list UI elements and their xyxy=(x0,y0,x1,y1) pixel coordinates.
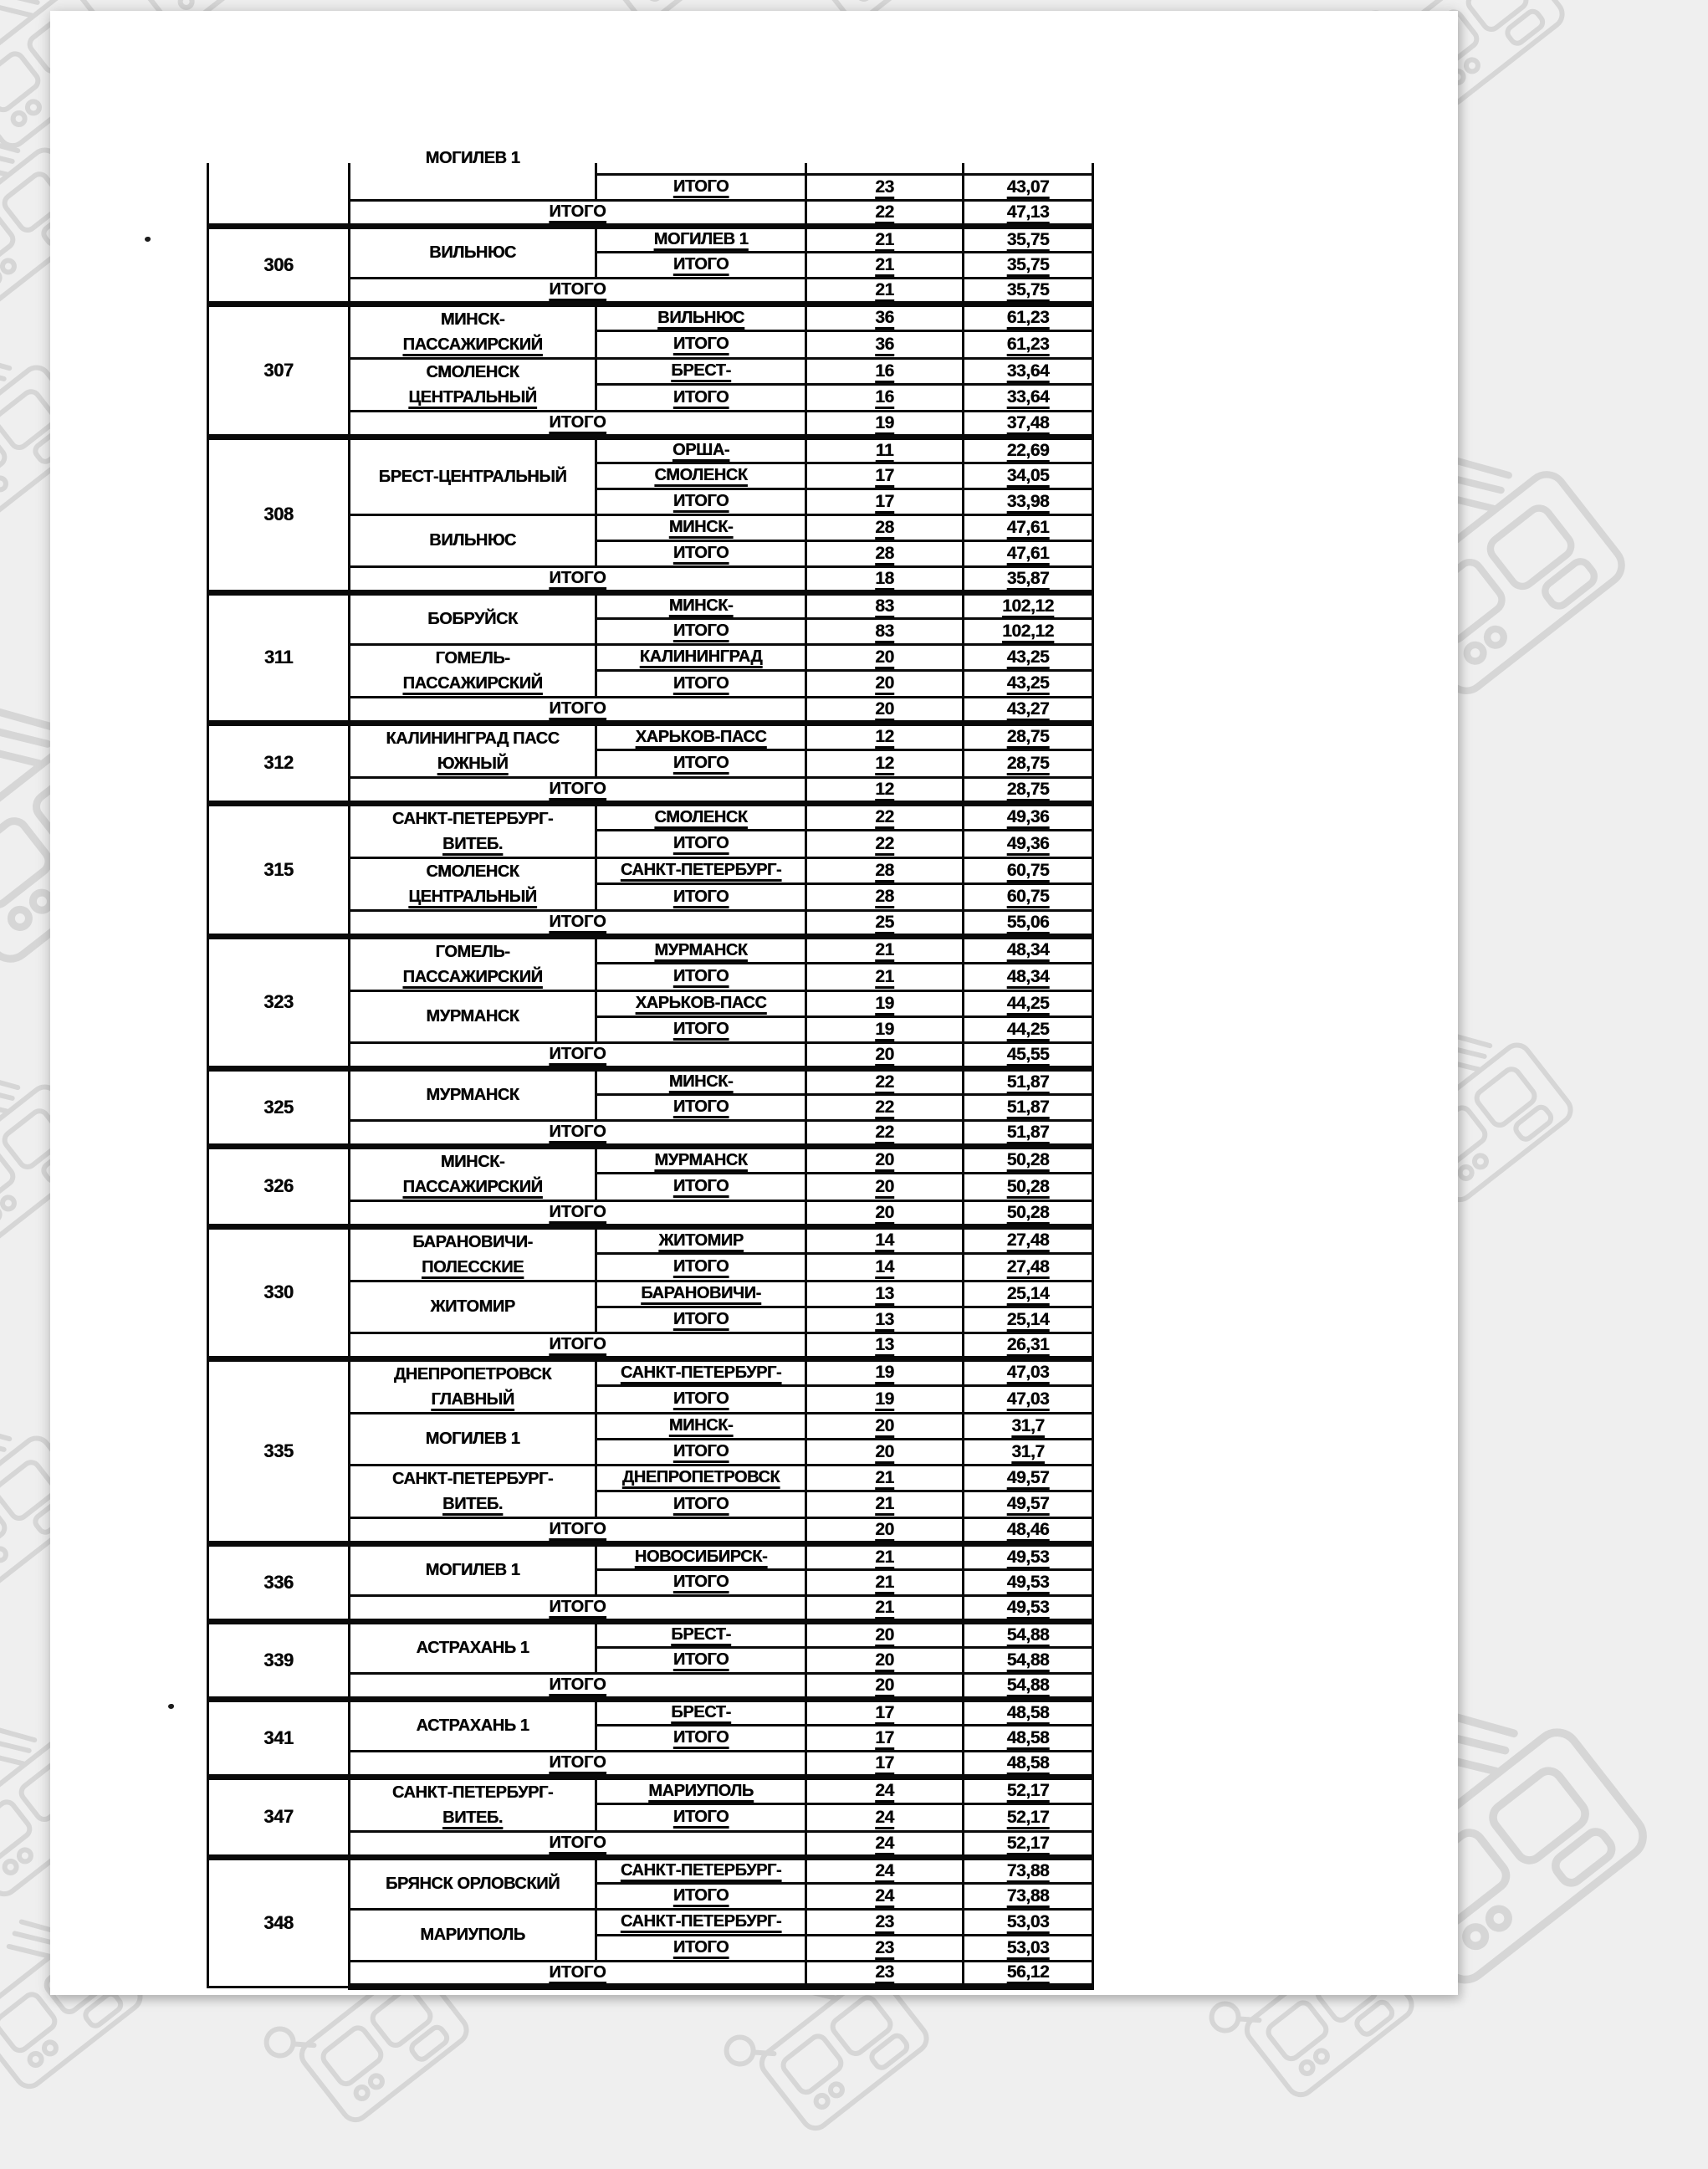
destination-cell: ИТОГО xyxy=(596,884,806,911)
value-cell: 54,88 xyxy=(964,1647,1093,1673)
count-cell: 24 xyxy=(806,1777,964,1804)
destination-cell: ИТОГО xyxy=(596,174,806,200)
count-cell: 28 xyxy=(806,540,964,566)
value-cell: 33,98 xyxy=(964,489,1093,514)
value-cell: 35,75 xyxy=(964,252,1093,278)
block-total-value-cell: 28,75 xyxy=(964,777,1093,803)
destination-cell: ИТОГО xyxy=(596,964,806,991)
count-cell: 24 xyxy=(806,1857,964,1883)
value-cell: 49,57 xyxy=(964,1491,1093,1518)
count-cell: 17 xyxy=(806,1699,964,1725)
value-cell: 50,28 xyxy=(964,1146,1093,1174)
count-cell: 20 xyxy=(806,644,964,671)
destination-cell: КАЛИНИНГРАД xyxy=(596,644,806,671)
destination-cell: ИТОГО xyxy=(596,1016,806,1042)
destination-cell: ИТОГО xyxy=(596,1883,806,1909)
value-cell: 28,75 xyxy=(964,723,1093,750)
count-cell: 21 xyxy=(806,226,964,252)
block-total-value-cell: 50,28 xyxy=(964,1200,1093,1226)
block-total-count-cell: 20 xyxy=(806,1673,964,1699)
station-cell: СМОЛЕНСК ЦЕНТРАЛЬНЫЙ xyxy=(350,358,596,411)
destination-cell: МУРМАНСК xyxy=(596,936,806,964)
count-cell: 14 xyxy=(806,1226,964,1254)
block-total-label-cell: ИТОГО xyxy=(350,411,806,437)
value-cell: 48,58 xyxy=(964,1699,1093,1725)
value-cell: 53,03 xyxy=(964,1935,1093,1961)
value-cell: 31,7 xyxy=(964,1439,1093,1465)
block-total-label-cell: ИТОГО xyxy=(350,910,806,936)
value-cell: 60,75 xyxy=(964,857,1093,884)
count-cell: 24 xyxy=(806,1804,964,1832)
count-cell: 28 xyxy=(806,514,964,540)
destination-cell: БРЕСТ- xyxy=(596,1699,806,1725)
train-number-cell: 348 xyxy=(208,1857,350,1987)
destination-cell: МУРМАНСК xyxy=(596,1146,806,1174)
value-cell: 73,88 xyxy=(964,1883,1093,1909)
block-total-value-cell: 49,53 xyxy=(964,1595,1093,1621)
count-cell: 16 xyxy=(806,385,964,412)
schedule-table xyxy=(207,149,1094,1990)
block-total-label-cell: ИТОГО xyxy=(350,1120,806,1146)
value-cell: 73,88 xyxy=(964,1857,1093,1883)
destination-cell: ДНЕПРОПЕТРОВСК xyxy=(596,1465,806,1491)
destination-cell: ХАРЬКОВ-ПАСС xyxy=(596,723,806,750)
value-cell: 25,14 xyxy=(964,1307,1093,1333)
value-cell: 43,25 xyxy=(964,644,1093,671)
value-cell: 28,75 xyxy=(964,750,1093,778)
station-cell: МОГИЛЕВ 1 xyxy=(350,1413,596,1465)
train-number-cell: 325 xyxy=(208,1068,350,1146)
count-cell xyxy=(806,163,964,174)
count-cell: 23 xyxy=(806,1935,964,1961)
station-cell: САНКТ-ПЕТЕРБУРГ- ВИТЕБ. xyxy=(350,1777,596,1831)
train-number-cell: 336 xyxy=(208,1543,350,1621)
block-total-count-cell: 20 xyxy=(806,1042,964,1068)
count-cell: 23 xyxy=(806,174,964,200)
destination-cell: ЖИТОМИР xyxy=(596,1226,806,1254)
destination-cell: БАРАНОВИЧИ- xyxy=(596,1281,806,1307)
count-cell: 14 xyxy=(806,1254,964,1281)
station-cell: МАРИУПОЛЬ xyxy=(350,1909,596,1961)
destination-cell: ИТОГО xyxy=(596,252,806,278)
station-cell: САНКТ-ПЕТЕРБУРГ- ВИТЕБ. xyxy=(350,1465,596,1517)
block-total-count-cell: 20 xyxy=(806,697,964,723)
block-total-count-cell: 22 xyxy=(806,1120,964,1146)
block-total-label-cell: ИТОГО xyxy=(350,1042,806,1068)
block-total-label-cell: ИТОГО xyxy=(350,1595,806,1621)
count-cell: 16 xyxy=(806,358,964,385)
value-cell: 47,61 xyxy=(964,514,1093,540)
block-total-value-cell: 56,12 xyxy=(964,1961,1093,1987)
block-total-count-cell: 21 xyxy=(806,278,964,304)
station-cell: ВИЛЬНЮС xyxy=(350,514,596,566)
value-cell: 33,64 xyxy=(964,358,1093,385)
destination-cell: ИТОГО xyxy=(596,1935,806,1961)
count-cell: 20 xyxy=(806,1621,964,1647)
value-cell xyxy=(964,163,1093,174)
count-cell: 21 xyxy=(806,1491,964,1518)
count-cell: 22 xyxy=(806,831,964,858)
value-cell: 43,07 xyxy=(964,174,1093,200)
destination-cell: МАРИУПОЛЬ xyxy=(596,1777,806,1804)
destination-cell: БРЕСТ- xyxy=(596,358,806,385)
count-cell: 83 xyxy=(806,592,964,618)
station-cell: МИНСК- ПАССАЖИРСКИЙ xyxy=(350,304,596,358)
station-cell: ВИЛЬНЮС xyxy=(350,226,596,278)
destination-cell: САНКТ-ПЕТЕРБУРГ- xyxy=(596,1857,806,1883)
block-total-count-cell: 18 xyxy=(806,566,964,592)
block-total-label-cell: ИТОГО xyxy=(350,566,806,592)
destination-cell: САНКТ-ПЕТЕРБУРГ- xyxy=(596,1358,806,1386)
value-cell: 48,34 xyxy=(964,936,1093,964)
train-number-cell: 341 xyxy=(208,1699,350,1777)
destination-cell: ИТОГО xyxy=(596,831,806,858)
station-cell: СМОЛЕНСК ЦЕНТРАЛЬНЫЙ xyxy=(350,857,596,910)
count-cell: 22 xyxy=(806,1094,964,1120)
block-total-label-cell: ИТОГО xyxy=(350,1831,806,1857)
station-cell: МОГИЛЕВ 1 xyxy=(350,1543,596,1595)
count-cell: 28 xyxy=(806,884,964,911)
block-total-count-cell: 23 xyxy=(806,1961,964,1987)
train-number-cell: 306 xyxy=(208,226,350,304)
value-cell: 22,69 xyxy=(964,437,1093,463)
count-cell: 83 xyxy=(806,618,964,644)
value-cell: 54,88 xyxy=(964,1621,1093,1647)
destination-cell: ИТОГО xyxy=(596,750,806,778)
value-cell: 48,34 xyxy=(964,964,1093,991)
block-total-label-cell: ИТОГО xyxy=(350,278,806,304)
count-cell: 19 xyxy=(806,1016,964,1042)
count-cell: 21 xyxy=(806,252,964,278)
block-total-label-cell: ИТОГО xyxy=(350,1751,806,1777)
destination-cell: НОВОСИБИРСК- xyxy=(596,1543,806,1569)
station-cell: МУРМАНСК xyxy=(350,1068,596,1120)
value-cell: 27,48 xyxy=(964,1254,1093,1281)
destination-cell: ИТОГО xyxy=(596,1439,806,1465)
count-cell: 17 xyxy=(806,463,964,489)
station-cell: МУРМАНСК xyxy=(350,990,596,1042)
count-cell: 21 xyxy=(806,936,964,964)
value-cell: 49,36 xyxy=(964,803,1093,831)
destination-cell: ИТОГО xyxy=(596,1254,806,1281)
station-cell: АСТРАХАНЬ 1 xyxy=(350,1621,596,1673)
train-number-cell xyxy=(208,163,350,226)
destination-cell: ИТОГО xyxy=(596,331,806,359)
station-cell: ГОМЕЛЬ- ПАССАЖИРСКИЙ xyxy=(350,936,596,990)
value-cell: 47,03 xyxy=(964,1386,1093,1414)
count-cell: 20 xyxy=(806,1413,964,1439)
value-cell: 48,58 xyxy=(964,1725,1093,1751)
count-cell: 22 xyxy=(806,1068,964,1094)
value-cell: 47,03 xyxy=(964,1358,1093,1386)
station-cell: ЖИТОМИР xyxy=(350,1281,596,1333)
count-cell: 20 xyxy=(806,671,964,698)
value-cell: 43,25 xyxy=(964,671,1093,698)
train-number-cell: 308 xyxy=(208,437,350,592)
station-cell: КАЛИНИНГРАД ПАСС ЮЖНЫЙ xyxy=(350,723,596,777)
block-total-value-cell: 48,46 xyxy=(964,1517,1093,1543)
block-total-count-cell: 13 xyxy=(806,1333,964,1358)
destination-cell: ИТОГО xyxy=(596,1647,806,1673)
block-total-value-cell: 37,48 xyxy=(964,411,1093,437)
block-total-label-cell: ИТОГО xyxy=(350,697,806,723)
block-total-label-cell: ИТОГО xyxy=(350,1517,806,1543)
value-cell: 35,75 xyxy=(964,226,1093,252)
block-total-label-cell: ИТОГО xyxy=(350,1961,806,1987)
count-cell: 22 xyxy=(806,803,964,831)
train-number-cell: 335 xyxy=(208,1358,350,1543)
train-number-cell: 347 xyxy=(208,1777,350,1857)
train-number-cell: 330 xyxy=(208,1226,350,1358)
train-number-cell: 311 xyxy=(208,592,350,723)
value-cell: 44,25 xyxy=(964,1016,1093,1042)
value-cell: 53,03 xyxy=(964,1909,1093,1935)
station-cell: АСТРАХАНЬ 1 xyxy=(350,1699,596,1751)
destination-cell: САНКТ-ПЕТЕРБУРГ- xyxy=(596,857,806,884)
value-cell: 52,17 xyxy=(964,1804,1093,1832)
count-cell: 36 xyxy=(806,304,964,331)
value-cell: 49,53 xyxy=(964,1543,1093,1569)
block-total-count-cell: 20 xyxy=(806,1517,964,1543)
scan-artifact-dot xyxy=(145,237,151,242)
block-total-value-cell: 35,75 xyxy=(964,278,1093,304)
count-cell: 20 xyxy=(806,1174,964,1201)
station-cell: ГОМЕЛЬ- ПАССАЖИРСКИЙ xyxy=(350,644,596,697)
destination-cell: ИТОГО xyxy=(596,618,806,644)
destination-cell: СМОЛЕНСК xyxy=(596,803,806,831)
destination-cell: БРЕСТ- xyxy=(596,1621,806,1647)
block-total-count-cell: 12 xyxy=(806,777,964,803)
count-cell: 20 xyxy=(806,1439,964,1465)
destination-cell: ИТОГО xyxy=(596,385,806,412)
value-cell: 44,25 xyxy=(964,990,1093,1016)
station-cell: БРЯНСК ОРЛОВСКИЙ xyxy=(350,1857,596,1909)
block-total-count-cell: 25 xyxy=(806,910,964,936)
value-cell: 33,64 xyxy=(964,385,1093,412)
count-cell: 21 xyxy=(806,1569,964,1595)
station-cell: ДНЕПРОПЕТРОВСК ГЛАВНЫЙ xyxy=(350,1358,596,1413)
destination-cell: ИТОГО xyxy=(596,671,806,698)
schedule-table-body xyxy=(208,149,1093,1987)
value-cell: 61,23 xyxy=(964,304,1093,331)
destination-cell: ИТОГО xyxy=(596,1094,806,1120)
count-cell: 17 xyxy=(806,1725,964,1751)
block-total-label-cell: ИТОГО xyxy=(350,1333,806,1358)
block-total-label-cell: ИТОГО xyxy=(350,1673,806,1699)
train-number-cell: 326 xyxy=(208,1146,350,1226)
station-cell: САНКТ-ПЕТЕРБУРГ- ВИТЕБ. xyxy=(350,803,596,857)
value-cell: 102,12 xyxy=(964,592,1093,618)
block-total-value-cell: 47,13 xyxy=(964,200,1093,226)
count-cell: 20 xyxy=(806,1647,964,1673)
block-total-count-cell: 19 xyxy=(806,411,964,437)
block-total-count-cell: 17 xyxy=(806,1751,964,1777)
station-cell: БАРАНОВИЧИ- ПОЛЕССКИЕ xyxy=(350,1226,596,1281)
destination-cell: ОРША- xyxy=(596,437,806,463)
destination-cell: МИНСК- xyxy=(596,1068,806,1094)
count-cell: 20 xyxy=(806,1146,964,1174)
destination-cell: МИНСК- xyxy=(596,1413,806,1439)
station-cell: МОГИЛЕВ 1 xyxy=(350,163,596,200)
block-total-value-cell: 35,87 xyxy=(964,566,1093,592)
destination-cell: ИТОГО xyxy=(596,1174,806,1201)
station-cell: МИНСК- ПАССАЖИРСКИЙ xyxy=(350,1146,596,1200)
count-cell: 28 xyxy=(806,857,964,884)
block-total-count-cell: 24 xyxy=(806,1831,964,1857)
station-cell: БОБРУЙСК xyxy=(350,592,596,644)
destination-cell: ИТОГО xyxy=(596,1725,806,1751)
value-cell: 49,36 xyxy=(964,831,1093,858)
value-cell: 27,48 xyxy=(964,1226,1093,1254)
destination-cell: ИТОГО xyxy=(596,1386,806,1414)
scanned-page xyxy=(50,11,1458,1995)
destination-cell: МИНСК- xyxy=(596,514,806,540)
train-number-cell: 312 xyxy=(208,723,350,803)
count-cell: 11 xyxy=(806,437,964,463)
destination-cell xyxy=(596,163,806,174)
value-cell: 34,05 xyxy=(964,463,1093,489)
block-total-label-cell: ИТОГО xyxy=(350,1200,806,1226)
value-cell: 49,53 xyxy=(964,1569,1093,1595)
count-cell: 19 xyxy=(806,1358,964,1386)
destination-cell: САНКТ-ПЕТЕРБУРГ- xyxy=(596,1909,806,1935)
destination-cell: СМОЛЕНСК xyxy=(596,463,806,489)
value-cell: 60,75 xyxy=(964,884,1093,911)
value-cell: 50,28 xyxy=(964,1174,1093,1201)
block-total-count-cell: 22 xyxy=(806,200,964,226)
value-cell: 51,87 xyxy=(964,1068,1093,1094)
count-cell: 19 xyxy=(806,1386,964,1414)
destination-cell: ИТОГО xyxy=(596,1569,806,1595)
count-cell: 12 xyxy=(806,750,964,778)
value-cell: 61,23 xyxy=(964,331,1093,359)
value-cell: 49,57 xyxy=(964,1465,1093,1491)
destination-cell: ВИЛЬНЮС xyxy=(596,304,806,331)
destination-cell: ИТОГО xyxy=(596,1307,806,1333)
destination-cell: МИНСК- xyxy=(596,592,806,618)
block-total-label-cell: ИТОГО xyxy=(350,200,806,226)
block-total-value-cell: 54,88 xyxy=(964,1673,1093,1699)
block-total-value-cell: 52,17 xyxy=(964,1831,1093,1857)
count-cell: 13 xyxy=(806,1281,964,1307)
count-cell: 21 xyxy=(806,1465,964,1491)
value-cell: 25,14 xyxy=(964,1281,1093,1307)
train-number-cell: 339 xyxy=(208,1621,350,1699)
value-cell: 31,7 xyxy=(964,1413,1093,1439)
block-total-value-cell: 51,87 xyxy=(964,1120,1093,1146)
count-cell: 13 xyxy=(806,1307,964,1333)
block-total-count-cell: 21 xyxy=(806,1595,964,1621)
block-total-value-cell: 48,58 xyxy=(964,1751,1093,1777)
train-number-cell: 315 xyxy=(208,803,350,936)
count-cell: 21 xyxy=(806,1543,964,1569)
block-total-value-cell: 45,55 xyxy=(964,1042,1093,1068)
value-cell: 52,17 xyxy=(964,1777,1093,1804)
destination-cell: ИТОГО xyxy=(596,489,806,514)
value-cell: 102,12 xyxy=(964,618,1093,644)
destination-cell: ИТОГО xyxy=(596,1491,806,1518)
scan-artifact-dot xyxy=(168,1704,174,1709)
destination-cell: МОГИЛЕВ 1 xyxy=(596,226,806,252)
count-cell: 21 xyxy=(806,964,964,991)
block-total-count-cell: 20 xyxy=(806,1200,964,1226)
count-cell: 24 xyxy=(806,1883,964,1909)
count-cell: 23 xyxy=(806,1909,964,1935)
train-number-cell: 323 xyxy=(208,936,350,1068)
block-total-label-cell: ИТОГО xyxy=(350,777,806,803)
count-cell: 12 xyxy=(806,723,964,750)
value-cell: 47,61 xyxy=(964,540,1093,566)
block-total-value-cell: 55,06 xyxy=(964,910,1093,936)
train-number-cell: 307 xyxy=(208,304,350,437)
station-cell: БРЕСТ-ЦЕНТРАЛЬНЫЙ xyxy=(350,437,596,514)
block-total-value-cell: 43,27 xyxy=(964,697,1093,723)
destination-cell: ХАРЬКОВ-ПАСС xyxy=(596,990,806,1016)
destination-cell: ИТОГО xyxy=(596,540,806,566)
destination-cell: ИТОГО xyxy=(596,1804,806,1832)
count-cell: 36 xyxy=(806,331,964,359)
count-cell: 17 xyxy=(806,489,964,514)
count-cell: 19 xyxy=(806,990,964,1016)
block-total-value-cell: 26,31 xyxy=(964,1333,1093,1358)
value-cell: 51,87 xyxy=(964,1094,1093,1120)
